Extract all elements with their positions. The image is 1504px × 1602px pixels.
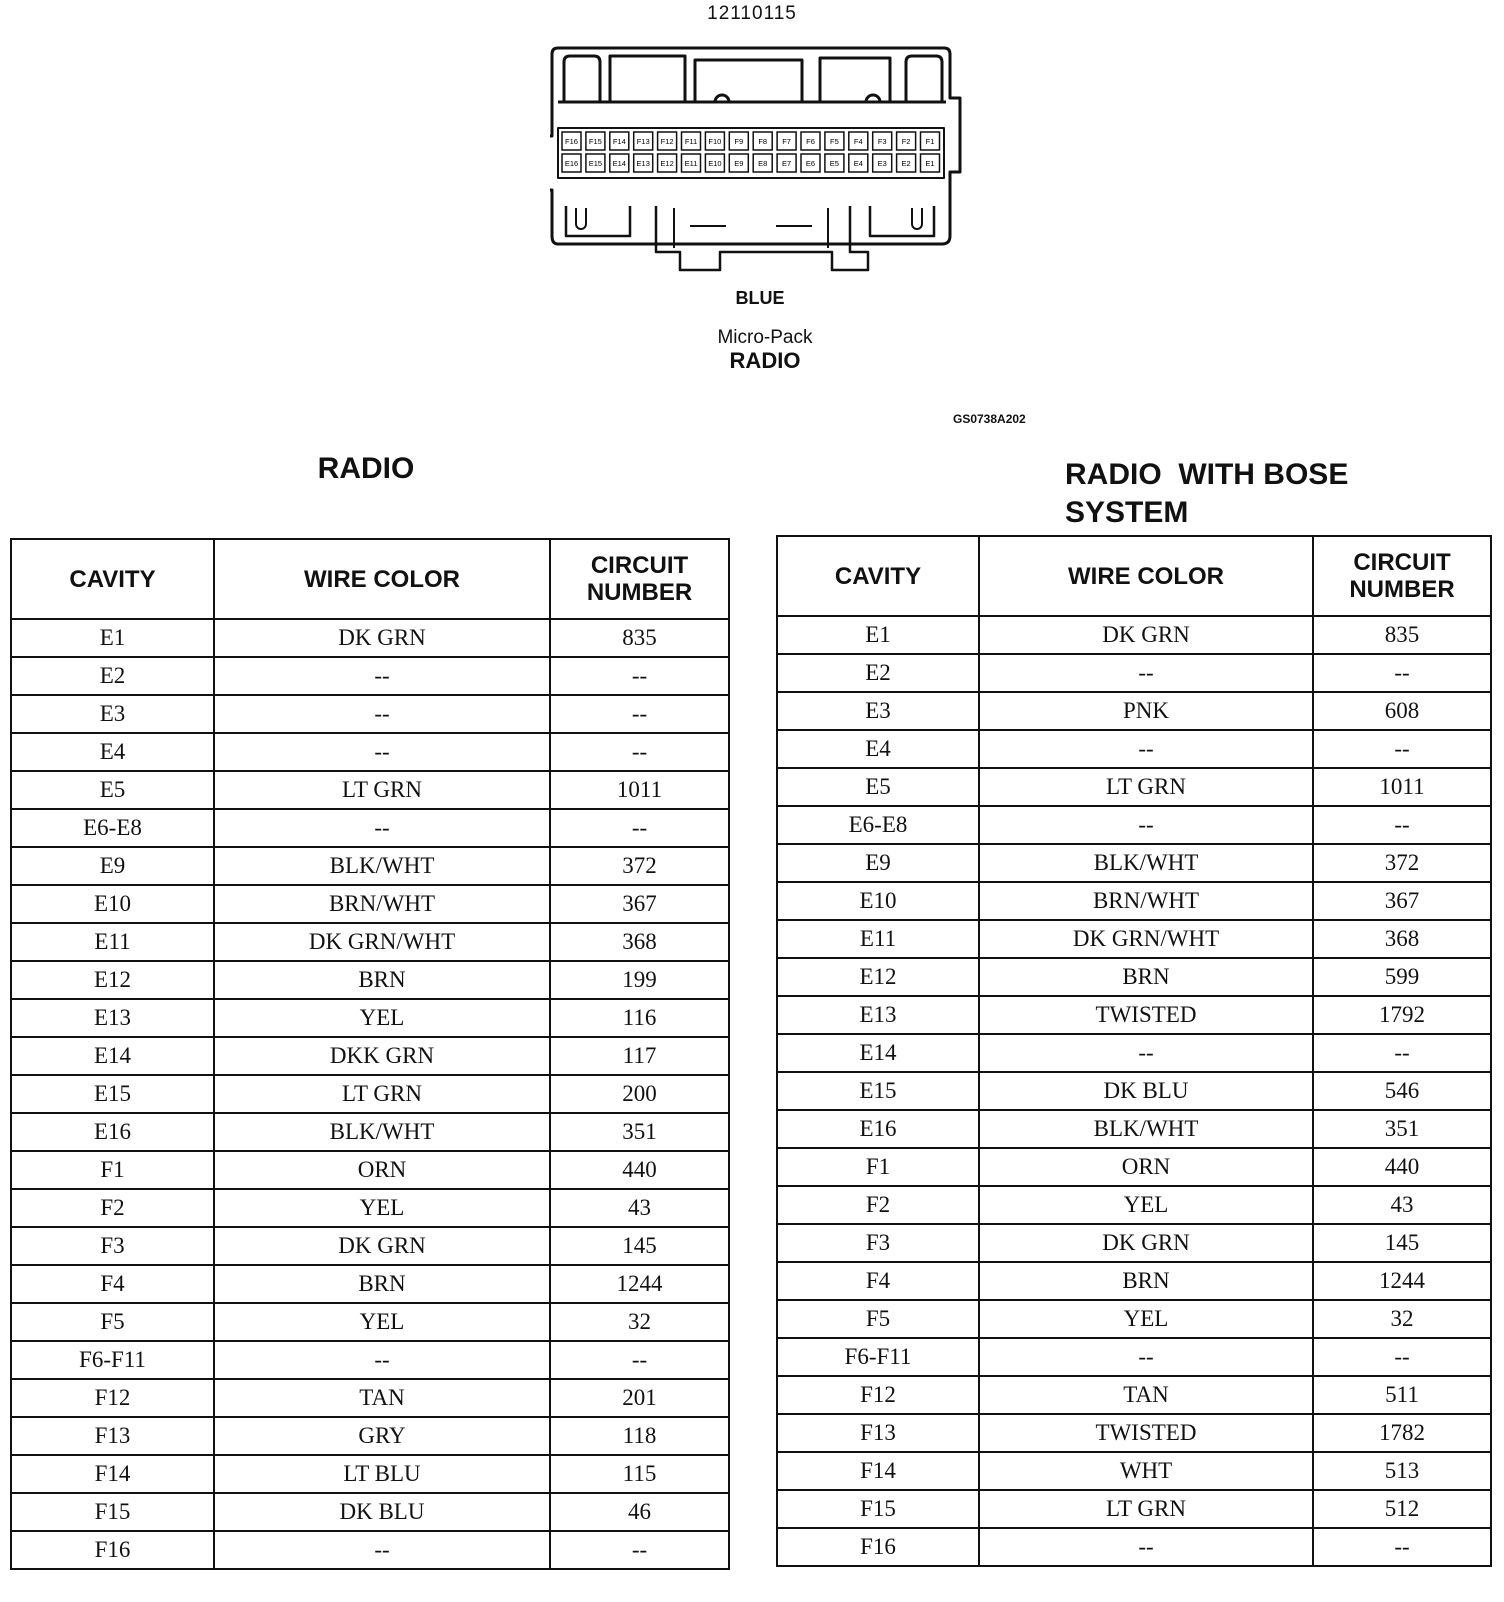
- circuit-number-cell: 145: [1313, 1224, 1491, 1262]
- table-row: [777, 692, 1491, 730]
- wire-color-cell: LT GRN: [214, 771, 550, 809]
- circuit-number-cell: 351: [550, 1113, 729, 1151]
- cavity-cell: F4: [777, 1262, 979, 1300]
- column-header: CAVITY: [777, 536, 979, 616]
- table-row: [11, 923, 729, 961]
- circuit-number-cell: 512: [1313, 1490, 1491, 1528]
- cavity-label: E15: [588, 159, 603, 168]
- table-row: [777, 1452, 1491, 1490]
- circuit-number-cell: 608: [1313, 692, 1491, 730]
- wire-color-cell: BRN: [979, 958, 1313, 996]
- cavity-cell: E14: [777, 1034, 979, 1072]
- table-row: [11, 847, 729, 885]
- cavity-cell: F12: [11, 1379, 214, 1417]
- circuit-number-cell: 599: [1313, 958, 1491, 996]
- cavity-label: E10: [708, 159, 722, 168]
- table-row: [777, 1148, 1491, 1186]
- connector-part-number: 12110115: [707, 3, 797, 24]
- cavity-label: E7: [782, 159, 792, 168]
- table-row: [11, 1379, 729, 1417]
- cavity-label: F15: [588, 137, 602, 146]
- connector-color: BLUE: [735, 288, 785, 308]
- wire-color-cell: LT GRN: [979, 1490, 1313, 1528]
- wire-color-cell: YEL: [214, 999, 550, 1037]
- cavity-cell: E16: [11, 1113, 214, 1151]
- circuit-number-cell: 1244: [550, 1265, 729, 1303]
- cavity-label: F8: [758, 137, 768, 146]
- circuit-number-cell: 200: [550, 1075, 729, 1113]
- wire-color-cell: ORN: [979, 1148, 1313, 1186]
- circuit-number-cell: 32: [1313, 1300, 1491, 1338]
- column-header: CIRCUIT NUMBER: [1313, 536, 1491, 616]
- circuit-number-cell: --: [550, 809, 729, 847]
- cavity-cell: E6-E8: [777, 806, 979, 844]
- cavity-label: F1: [925, 137, 935, 146]
- column-header: CAVITY: [11, 539, 214, 619]
- cavity-cell: E11: [11, 923, 214, 961]
- cavity-label: E3: [877, 159, 887, 168]
- column-header: CIRCUIT NUMBER: [550, 539, 729, 619]
- circuit-number-cell: 513: [1313, 1452, 1491, 1490]
- wire-color-cell: --: [979, 730, 1313, 768]
- wire-color-cell: BRN: [214, 1265, 550, 1303]
- cavity-cell: E2: [11, 657, 214, 695]
- cavity-cell: E15: [11, 1075, 214, 1113]
- wire-color-cell: YEL: [214, 1189, 550, 1227]
- table-row: [777, 1186, 1491, 1224]
- circuit-number-cell: --: [550, 695, 729, 733]
- cavity-cell: F1: [777, 1148, 979, 1186]
- cavity-cell: E5: [777, 768, 979, 806]
- cavity-cell: F15: [11, 1493, 214, 1531]
- wire-color-cell: GRY: [214, 1417, 550, 1455]
- wire-color-cell: YEL: [979, 1186, 1313, 1224]
- circuit-number-cell: 367: [1313, 882, 1491, 920]
- cavity-cell: E10: [777, 882, 979, 920]
- circuit-number-cell: 372: [550, 847, 729, 885]
- wire-color-cell: BRN: [214, 961, 550, 999]
- wire-color-cell: DK GRN: [214, 619, 550, 657]
- cavity-cell: E16: [777, 1110, 979, 1148]
- circuit-number-cell: 145: [550, 1227, 729, 1265]
- circuit-number-cell: --: [1313, 806, 1491, 844]
- cavity-label: F7: [782, 137, 791, 146]
- cavity-label: E16: [564, 159, 579, 168]
- wire-color-cell: TAN: [979, 1376, 1313, 1414]
- cavity-label: F6: [806, 137, 815, 146]
- column-header: WIRE COLOR: [214, 539, 550, 619]
- table-row: [777, 1110, 1491, 1148]
- table-row: [11, 1265, 729, 1303]
- table-row: [11, 657, 729, 695]
- wire-color-cell: LT BLU: [214, 1455, 550, 1493]
- table-row: [777, 1072, 1491, 1110]
- wire-color-cell: DK GRN/WHT: [214, 923, 550, 961]
- circuit-number-cell: 835: [550, 619, 729, 657]
- table-row: [777, 958, 1491, 996]
- wire-color-cell: DKK GRN: [214, 1037, 550, 1075]
- cavity-cell: F13: [11, 1417, 214, 1455]
- circuit-number-cell: 199: [550, 961, 729, 999]
- circuit-number-cell: 117: [550, 1037, 729, 1075]
- circuit-number-cell: 368: [550, 923, 729, 961]
- cavity-label: E9: [734, 159, 744, 168]
- cavity-label: E8: [758, 159, 768, 168]
- cavity-cell: E6-E8: [11, 809, 214, 847]
- table-row: [11, 1189, 729, 1227]
- cavity-label: F9: [734, 137, 744, 146]
- cavity-cell: E1: [11, 619, 214, 657]
- cavity-cell: F13: [777, 1414, 979, 1452]
- wire-color-cell: TAN: [214, 1379, 550, 1417]
- table-row: [777, 806, 1491, 844]
- cavity-cell: F15: [777, 1490, 979, 1528]
- cavity-cell: F14: [11, 1455, 214, 1493]
- wire-color-cell: LT GRN: [214, 1075, 550, 1113]
- connector-name: RADIO: [729, 348, 801, 373]
- table-row: [11, 1455, 729, 1493]
- circuit-number-cell: 546: [1313, 1072, 1491, 1110]
- cavity-label: F13: [636, 137, 650, 146]
- circuit-number-cell: 115: [550, 1455, 729, 1493]
- column-header: WIRE COLOR: [979, 536, 1313, 616]
- table-row: [777, 996, 1491, 1034]
- circuit-number-cell: 32: [550, 1303, 729, 1341]
- wire-color-cell: --: [979, 654, 1313, 692]
- cavity-cell: E3: [11, 695, 214, 733]
- circuit-number-cell: 1011: [1313, 768, 1491, 806]
- cavity-label: F2: [901, 137, 911, 146]
- circuit-number-cell: --: [1313, 654, 1491, 692]
- wire-color-cell: DK GRN: [214, 1227, 550, 1265]
- cavity-cell: F16: [777, 1528, 979, 1566]
- circuit-number-cell: 1011: [550, 771, 729, 809]
- table-row: [11, 1151, 729, 1189]
- circuit-number-cell: --: [1313, 1338, 1491, 1376]
- wire-color-cell: BLK/WHT: [979, 1110, 1313, 1148]
- table-row: [11, 1303, 729, 1341]
- table-row: [777, 768, 1491, 806]
- table-row: [11, 1493, 729, 1531]
- cavity-cell: E12: [11, 961, 214, 999]
- cavity-label: E11: [684, 159, 698, 168]
- cavity-cell: E4: [11, 733, 214, 771]
- cavity-label: F4: [853, 137, 863, 146]
- table-row: [11, 1417, 729, 1455]
- circuit-number-cell: 440: [1313, 1148, 1491, 1186]
- circuit-number-cell: 367: [550, 885, 729, 923]
- cavity-cell: F5: [11, 1303, 214, 1341]
- table-title-radio: RADIO: [317, 452, 415, 485]
- cavity-label: E2: [901, 159, 911, 168]
- cavity-cell: E11: [777, 920, 979, 958]
- cavity-label: F3: [877, 137, 887, 146]
- table-row: [11, 999, 729, 1037]
- wire-color-cell: --: [214, 809, 550, 847]
- circuit-number-cell: 118: [550, 1417, 729, 1455]
- cavity-cell: E9: [11, 847, 214, 885]
- table-row: [777, 1300, 1491, 1338]
- table-title-radio-bose: RADIO WITH BOSE SYSTEM: [1065, 458, 1349, 529]
- cavity-label: F16: [565, 137, 578, 146]
- table-row: [11, 961, 729, 999]
- wire-color-cell: --: [214, 695, 550, 733]
- cavity-cell: E5: [11, 771, 214, 809]
- wire-color-cell: BRN/WHT: [214, 885, 550, 923]
- wire-color-cell: BLK/WHT: [214, 1113, 550, 1151]
- cavity-cell: F2: [777, 1186, 979, 1224]
- cavity-cell: E1: [777, 616, 979, 654]
- cavity-cell: F5: [777, 1300, 979, 1338]
- table-row: [11, 809, 729, 847]
- table-row: [777, 654, 1491, 692]
- cavity-cell: E10: [11, 885, 214, 923]
- cavity-cell: E14: [11, 1037, 214, 1075]
- bose-wiring-table: [776, 535, 1492, 1567]
- table-row: [777, 1414, 1491, 1452]
- wire-color-cell: DK GRN: [979, 616, 1313, 654]
- cavity-label: E5: [829, 159, 839, 168]
- wire-color-cell: BRN/WHT: [979, 882, 1313, 920]
- wire-color-cell: DK BLU: [214, 1493, 550, 1531]
- table-row: [777, 1262, 1491, 1300]
- circuit-number-cell: 43: [1313, 1186, 1491, 1224]
- cavity-cell: E3: [777, 692, 979, 730]
- wire-color-cell: TWISTED: [979, 996, 1313, 1034]
- circuit-number-cell: 440: [550, 1151, 729, 1189]
- table-row: [11, 733, 729, 771]
- table-row: [11, 1037, 729, 1075]
- wire-color-cell: --: [979, 1034, 1313, 1072]
- table-row: [777, 730, 1491, 768]
- wire-color-cell: BRN: [979, 1262, 1313, 1300]
- circuit-number-cell: 368: [1313, 920, 1491, 958]
- cavity-cell: F16: [11, 1531, 214, 1569]
- table-row: [777, 1528, 1491, 1566]
- table-row: [777, 1338, 1491, 1376]
- cavity-label: F5: [830, 137, 839, 146]
- circuit-number-cell: 201: [550, 1379, 729, 1417]
- cavity-label: E13: [636, 159, 650, 168]
- cavity-label: E1: [925, 159, 935, 168]
- cavity-cell: E4: [777, 730, 979, 768]
- circuit-number-cell: --: [550, 1531, 729, 1569]
- cavity-label: F12: [660, 137, 674, 146]
- circuit-number-cell: --: [1313, 1528, 1491, 1566]
- table-row: [777, 882, 1491, 920]
- wire-color-cell: --: [214, 657, 550, 695]
- circuit-number-cell: 351: [1313, 1110, 1491, 1148]
- cavity-label: E12: [660, 159, 674, 168]
- table-row: [777, 616, 1491, 654]
- cavity-cell: E2: [777, 654, 979, 692]
- radio-wiring-table: [10, 538, 730, 1570]
- wire-color-cell: DK GRN: [979, 1224, 1313, 1262]
- wire-color-cell: BLK/WHT: [979, 844, 1313, 882]
- table-row: [777, 844, 1491, 882]
- wire-color-cell: --: [979, 1528, 1313, 1566]
- wire-color-cell: TWISTED: [979, 1414, 1313, 1452]
- circuit-number-cell: --: [550, 733, 729, 771]
- wire-color-cell: --: [214, 1341, 550, 1379]
- cavity-cell: F14: [777, 1452, 979, 1490]
- connector-diagram: [550, 40, 990, 280]
- wire-color-cell: --: [979, 806, 1313, 844]
- cavity-cell: E15: [777, 1072, 979, 1110]
- cavity-cell: E13: [11, 999, 214, 1037]
- table-row: [11, 619, 729, 657]
- table-row: [11, 695, 729, 733]
- wire-color-cell: YEL: [979, 1300, 1313, 1338]
- circuit-number-cell: --: [1313, 1034, 1491, 1072]
- table-row: [777, 1034, 1491, 1072]
- circuit-number-cell: 46: [550, 1493, 729, 1531]
- wire-color-cell: DK GRN/WHT: [979, 920, 1313, 958]
- cavity-label: F14: [612, 137, 626, 146]
- circuit-number-cell: 1782: [1313, 1414, 1491, 1452]
- table-row: [11, 1227, 729, 1265]
- cavity-cell: F1: [11, 1151, 214, 1189]
- wire-color-cell: PNK: [979, 692, 1313, 730]
- table-row: [11, 885, 729, 923]
- cavity-cell: F2: [11, 1189, 214, 1227]
- circuit-number-cell: 43: [550, 1189, 729, 1227]
- cavity-cell: E9: [777, 844, 979, 882]
- cavity-label: F10: [708, 137, 722, 146]
- table-row: [777, 1376, 1491, 1414]
- circuit-number-cell: 1244: [1313, 1262, 1491, 1300]
- cavity-label: E6: [805, 159, 816, 168]
- wire-color-cell: ORN: [214, 1151, 550, 1189]
- cavity-cell: E12: [777, 958, 979, 996]
- table-row: [777, 1490, 1491, 1528]
- table-row: [11, 1113, 729, 1151]
- circuit-number-cell: 835: [1313, 616, 1491, 654]
- table-row: [11, 1075, 729, 1113]
- circuit-number-cell: --: [550, 657, 729, 695]
- cavity-label: E4: [853, 159, 863, 168]
- table-row: [777, 920, 1491, 958]
- wire-color-cell: --: [214, 733, 550, 771]
- circuit-number-cell: 1792: [1313, 996, 1491, 1034]
- wire-color-cell: --: [979, 1338, 1313, 1376]
- table-row: [11, 771, 729, 809]
- cavity-cell: F3: [777, 1224, 979, 1262]
- table-row: [11, 1341, 729, 1379]
- cavity-cell: F6-F11: [777, 1338, 979, 1376]
- wire-color-cell: YEL: [214, 1303, 550, 1341]
- cavity-cell: F6-F11: [11, 1341, 214, 1379]
- circuit-number-cell: 116: [550, 999, 729, 1037]
- table-row: [777, 1224, 1491, 1262]
- wire-color-cell: LT GRN: [979, 768, 1313, 806]
- connector-type: Micro-Pack: [717, 327, 813, 348]
- cavity-cell: F4: [11, 1265, 214, 1303]
- circuit-number-cell: --: [550, 1341, 729, 1379]
- table-row: [11, 1531, 729, 1569]
- circuit-number-cell: --: [1313, 730, 1491, 768]
- circuit-number-cell: 511: [1313, 1376, 1491, 1414]
- figure-code: GS0738A202: [953, 412, 1026, 426]
- circuit-number-cell: 372: [1313, 844, 1491, 882]
- wire-color-cell: --: [214, 1531, 550, 1569]
- cavity-cell: F12: [777, 1376, 979, 1414]
- cavity-label: E14: [612, 159, 626, 168]
- cavity-cell: F3: [11, 1227, 214, 1265]
- wire-color-cell: WHT: [979, 1452, 1313, 1490]
- cavity-label: F11: [684, 137, 698, 146]
- wire-color-cell: DK BLU: [979, 1072, 1313, 1110]
- wire-color-cell: BLK/WHT: [214, 847, 550, 885]
- cavity-cell: E13: [777, 996, 979, 1034]
